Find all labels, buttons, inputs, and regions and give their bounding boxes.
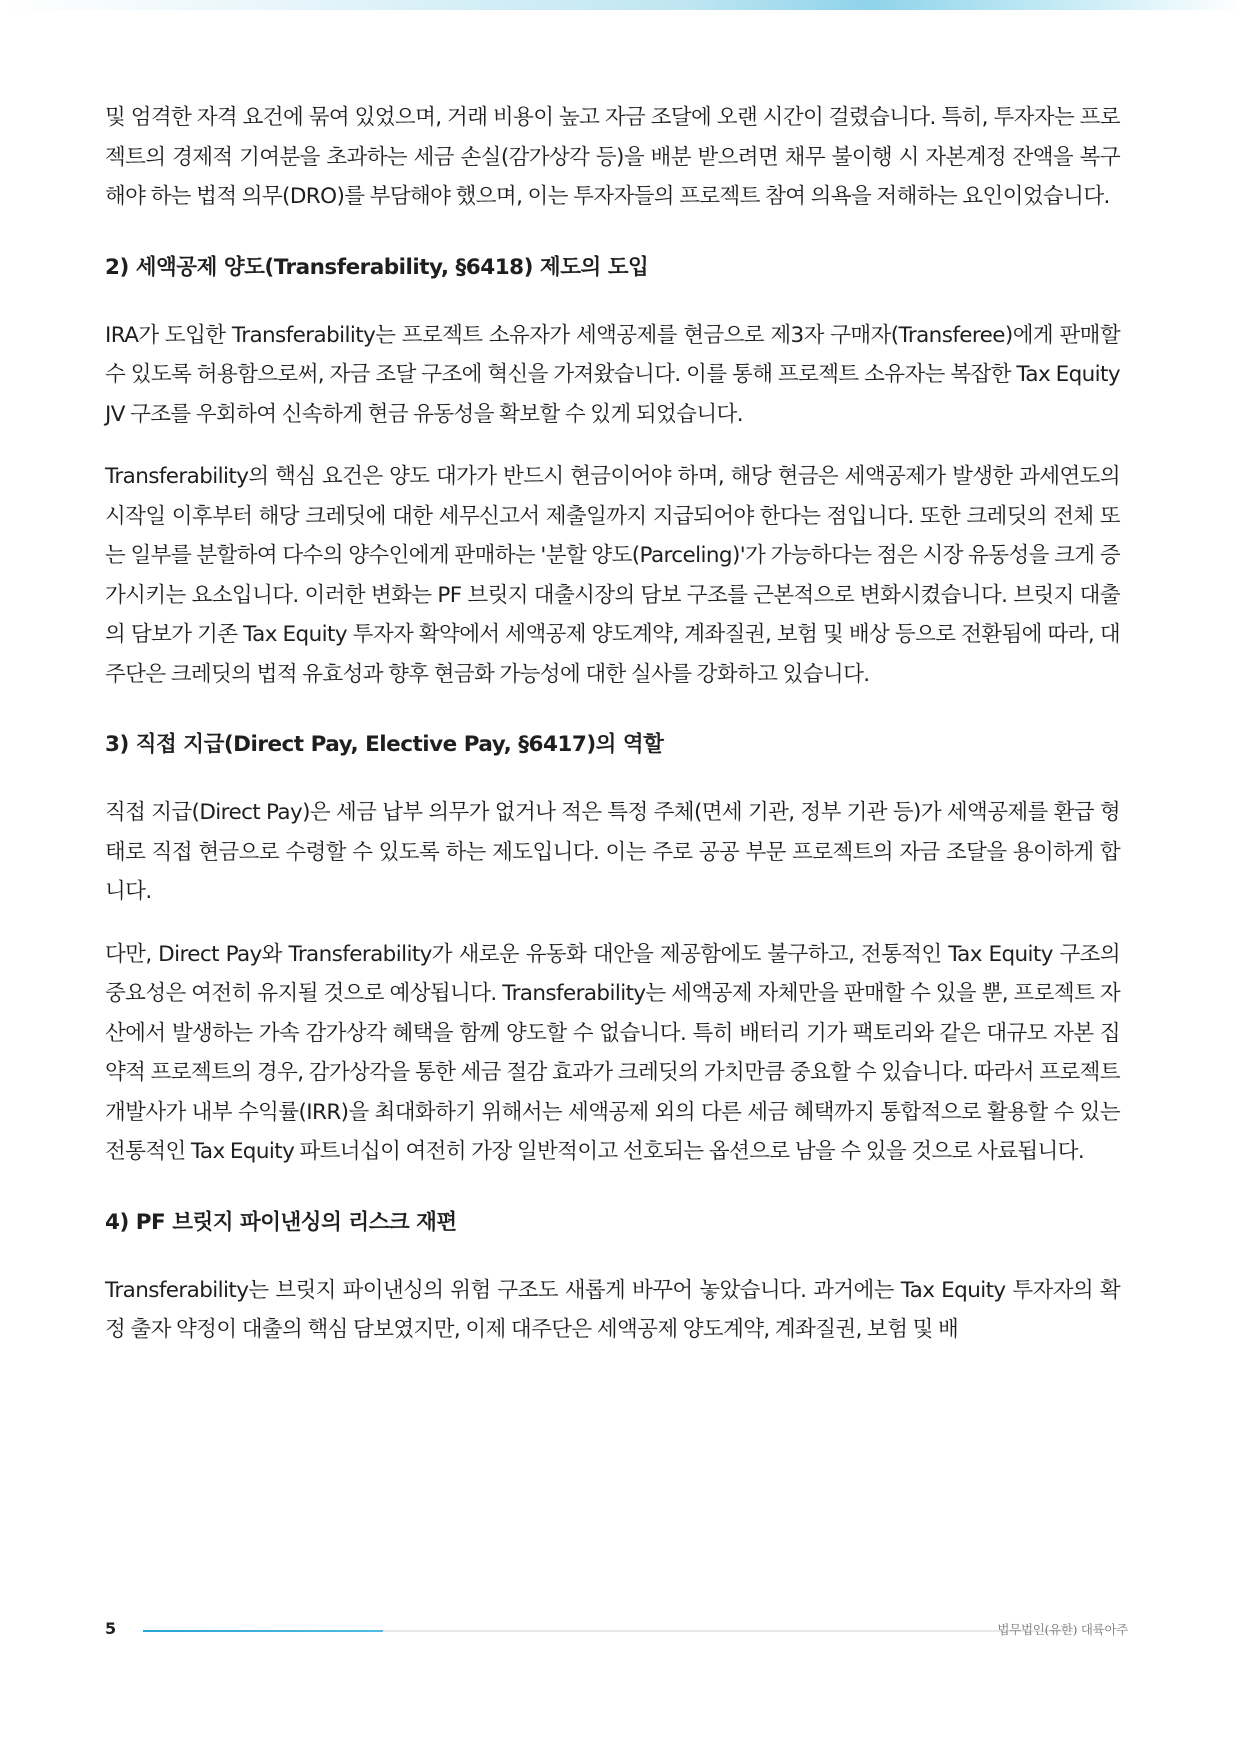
section-3-heading: 3) 직접 지급(Direct Pay, Elective Pay, §6417)의 역할 — [105, 732, 664, 757]
footer-divider — [143, 1630, 1073, 1632]
intro-paragraph: 및 엄격한 자격 요건에 묶여 있었으며, 거래 비용이 높고 자금 조달에 오랜 시간이 걸렸습니다. 특히, 투자자는 프로젝트의 경제적 기여분을 초과하는 세금 손실(감가상각 등)을 배분 받으려면 채무 불이행 시 자본계정 잔액을 복구해야 하는 법적 의무(DRO)를 부담해야 했으며, 이는 투자자들의 프로젝트 참여 의욕을 저해하는 요인이었습니다. — [105, 105, 1120, 209]
footer-divider-accent — [143, 1630, 383, 1632]
top-gradient-bar — [0, 0, 1241, 10]
page-number: 5 — [105, 1619, 117, 1638]
section-4-heading: 4) PF 브릿지 파이낸싱의 리스크 재편 — [105, 1209, 457, 1235]
section-2-heading: 2) 세액공제 양도(Transferability, §6418) 제도의 도입 — [105, 254, 649, 280]
section-3-paragraph-2: 다만, Direct Pay와 Transferability가 새로운 유동화 대안을 제공함에도 불구하고, 전통적인 Tax Equity 구조의 중요성은 여전히 유지될 것으로 예상됩니다. Transferability는 세액공제 자체만을 판매할 수 있을 뿐, 프로젝트 자산에서 발생하는 가속 감가상각 혜택을 함께 양도할 수 없습니다. 특히 배터리 기가 팩토리와 같은 대규모 자본 집약적 프로젝트의 경우, 감가상각을 통한 세금 절감 효과가 크레딧의 가치만큼 중요할 수 있습니다. 따라서 프로젝트 개발사가 내부 수익률(IRR)을 최대화하기 위해서는 세액공제 외의 다른 세금 혜택까지 통합적으로 활용할 수 있는 전통적인 Tax Equity 파트너십이 여전히 가장 일반적이고 선호되는 옵션으로 남을 수 있을 것으로 사료됩니다. — [105, 941, 1120, 1164]
section-3-paragraph-1: 직접 지급(Direct Pay)은 세금 납부 의무가 없거나 적은 특정 주체(면세 기관, 정부 기관 등)가 세액공제를 환급 형태로 직접 현금으로 수령할 수 있도록 하는 제도입니다. 이는 주로 공공 부문 프로젝트의 자금 조달을 용이하게 합니다. — [105, 800, 1120, 904]
section-2-paragraph-2: Transferability의 핵심 요건은 양도 대가가 반드시 현금이어야 하며, 해당 현금은 세액공제가 발생한 과세연도의 시작일 이후부터 해당 크레딧에 대한 세무신고서 제출일까지 지급되어야 한다는 점입니다. 또한 크레딧의 전체 또는 일부를 분할하여 다수의 양수인에게 판매하는 '분할 양도(Parceling)'가 가능하다는 점은 시장 유동성을 크게 증가시키는 요소입니다. 이러한 변화는 PF 브릿지 대출시장의 담보 구조를 근본적으로 변화시켰습니다. 브릿지 대출의 담보가 기존 Tax Equity 투자자 확약에서 세액공제 양도계약, 계좌질권, 보험 및 배상 등으로 전환됨에 따라, 대주단은 크레딧의 법적 유효성과 향후 현금화 가능성에 대한 실사를 강화하고 있습니다. — [105, 464, 1120, 687]
section-4-paragraph-1: Transferability는 브릿지 파이낸싱의 위험 구조도 새롭게 바꾸어 놓았습니다. 과거에는 Tax Equity 투자자의 확정 출자 약정이 대출의 핵심 담보였지만, 이제 대주단은 세액공제 양도계약, 계좌질권, 보험 및 배 — [105, 1277, 1120, 1342]
section-2-paragraph-1: IRA가 도입한 Transferability는 프로젝트 소유자가 세액공제를 현금으로 제3자 구매자(Transferee)에게 판매할 수 있도록 허용함으로써, 자금 조달 구조에 혁신을 가져왔습니다. 이를 통해 프로젝트 소유자는 복잡한 Tax Equity JV 구조를 우회하여 신속하게 현금 유동성을 확보할 수 있게 되었습니다. — [105, 322, 1120, 427]
firm-name: 법무법인(유한) 대륙아주 — [997, 1622, 1128, 1637]
page-footer — [105, 1616, 1128, 1646]
document-body — [105, 98, 1120, 1350]
